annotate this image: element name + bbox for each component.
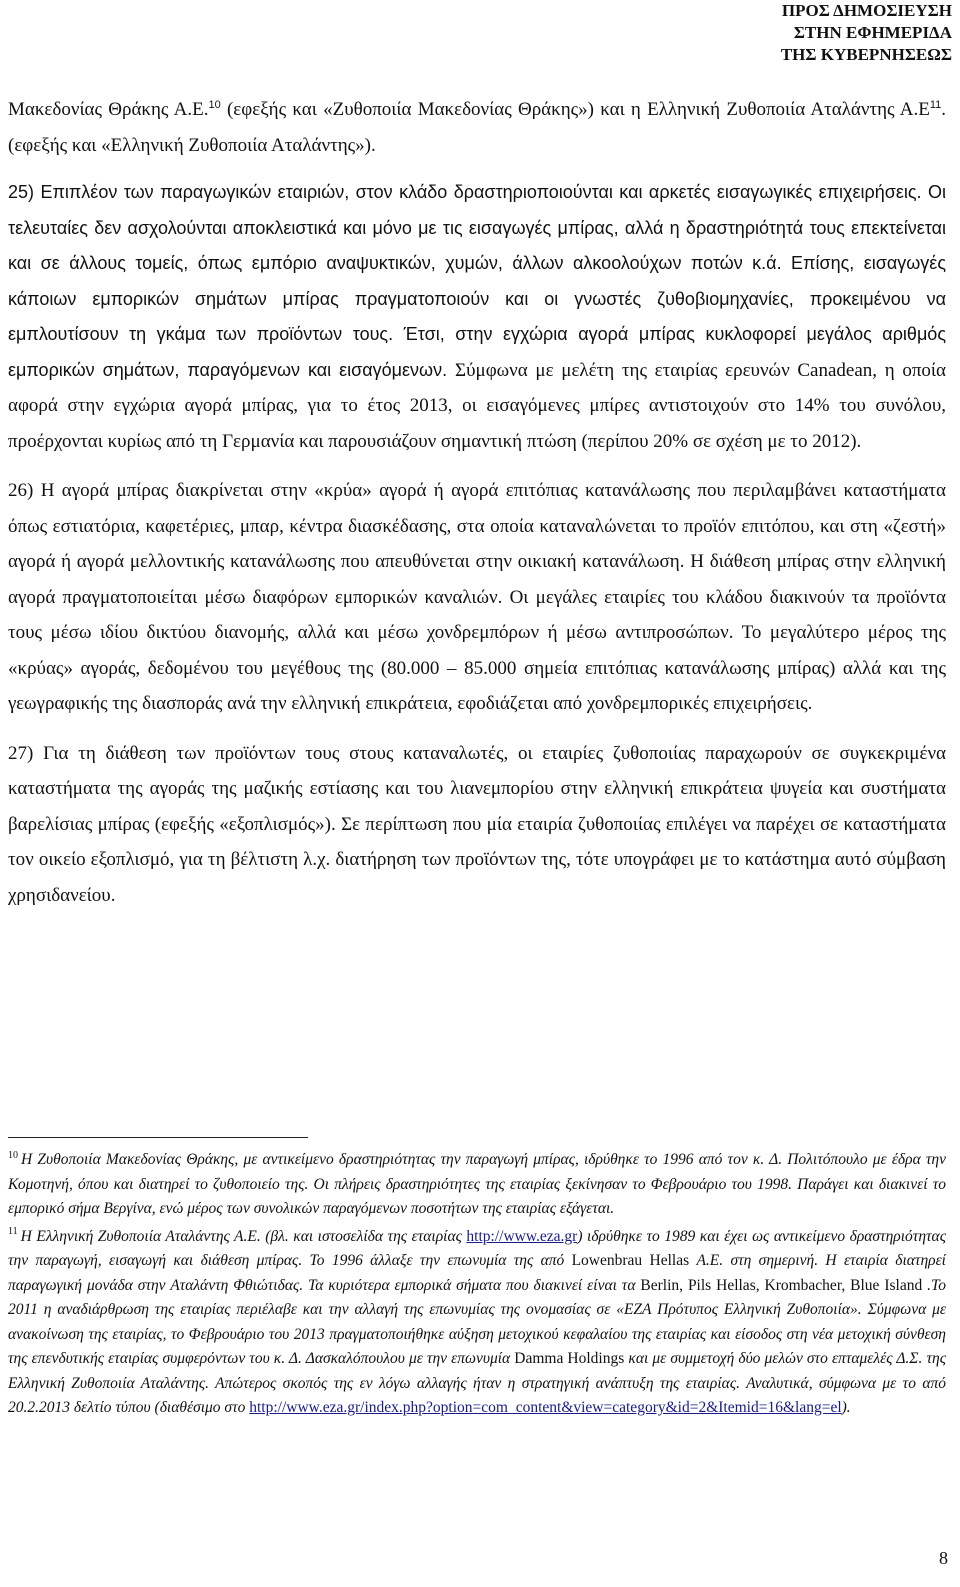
paragraph-25-text-a: 25) Επιπλέον των παραγωγικών εταιριών, στον κλάδο δραστηριοποιούνται και αρκετές εισαγωγικές επιχειρήσεις. Οι τελευταίες δεν ασχολούνται αποκλειστικά και μόνο με τις εισαγωγές μπίρας, αλλά η δραστηριότητά τους επεκτείνεται και σε άλλους τομείς, όπως εμπόριο αναψυκτικών, χυμών, άλλων αλκοολούχων ποτών κ.ά. Επίσης, εισαγωγές κάποιων εμπορικών σημάτων μπίρας πραγματοποιούν και οι γνωστές ζυθοβιομηχανίες, προκειμένου να εμπλουτίσουν τη γκάμα των προϊόντων τους. Έτσι, στην εγχώρια αγορά μπίρας κυκλοφορεί μεγάλος αριθμός εμπορικών σημάτων, παραγόμενων και εισαγόμενων. — [8, 182, 946, 380]
eza-website-link[interactable]: http://www.eza.gr — [466, 1227, 578, 1245]
intro-paragraph — [8, 92, 946, 163]
footnote-11-text-1: Η Ελληνική Ζυθοποιία Αταλάντης Α.Ε. (βλ. και ιστοσελίδα της εταιρίας — [20, 1227, 467, 1245]
header-line-3: ΤΗΣ ΚΥΒΕΡΝΗΣΕΩΣ — [780, 45, 952, 64]
header-line-1: ΠΡΟΣ ΔΗΜΟΣΙΕΥΣΗ — [781, 1, 952, 20]
press-release-link[interactable]: http://www.eza.gr/index.php?option=com_content&view=category&id=2&Itemid=16&lang=el — [249, 1399, 842, 1416]
footnote-separator — [8, 1137, 308, 1138]
footnote-11-number: 11 — [8, 1226, 18, 1238]
footnote-10 — [8, 1148, 946, 1222]
paragraph-25-text-b: Σύμφωνα με μελέτη της εταιρίας ερευνών Canadean, η οποία αφορά στην εγχώρια αγορά μπίρας, για το έτος 2013, οι εισαγόμενες μπίρες αντιστοιχούν στο 14% του συνόλου, προέρχονται κυρίως από τη Γερμανία και παρουσιάζουν σημαντική πτώση (περίπου 20% σε σχέση με το 2012). — [8, 359, 946, 452]
footnote-ref-10[interactable]: 10 — [208, 99, 221, 111]
page-number: 8 — [939, 1548, 948, 1568]
paragraph-25 — [8, 175, 946, 459]
header-line-2: ΣΤΗΝ ΕΦΗΜΕΡΙΔΑ — [793, 23, 952, 42]
footnote-11-text-6: ). — [841, 1399, 851, 1416]
main-text — [8, 92, 946, 925]
footnote-11 — [8, 1225, 946, 1421]
footnote-11-text-4: .Το 2011 η αναδιάρθρωση της εταιρίας περιέλαβε και την αλλαγή της επωνυμίας της ονομασίας σε «ΕΖΑ Πρότυπος Ελληνική Ζυθοποιία». Σύμφωνα με ανακοίνωση της εταιρίας, το Φεβρουάριο του 2013 πραγματοποιήθηκε αύξηση μετοχικού κεφαλαίου της εταιρίας και είσοδος στη νέα μετοχική σύνθεση της επενδυτικής εταιρίας συμφερόντων του κ. Δ. Δασκαλόπουλου με την επωνυμία — [8, 1276, 946, 1367]
lowenbrau-brand: Lowenbrau Hellas — [571, 1252, 690, 1269]
damma-holdings-brand: Damma Holdings — [514, 1350, 625, 1367]
footnote-11-text-2: ) ιδρύθηκε το 1989 και έχει ως αντικείμενο δραστηριότητας την παραγωγή, εισαγωγή και διάθεση μπίρας. Το 1996 άλλαξε την επωνυμία της από — [8, 1227, 946, 1269]
footnote-10-number: 10 — [8, 1149, 18, 1161]
publication-header — [692, 0, 952, 66]
footnote-11-text-5: και με συμμετοχή δύο μελών στο επταμελές Δ.Σ. της Ελληνική Ζυθοποιία Αταλάντης. Απώτερος σκοπός της εν λόγω αλλαγής ήταν η στρατηγική ανάπτυξη της εταιρίας. Αναλυτικά, σύμφωνα με το από 20.2.2013 δελτίο τύπου (διαθέσιμο στο — [8, 1350, 947, 1416]
footnotes — [8, 1148, 946, 1424]
footnote-ref-11[interactable]: 11 — [929, 99, 942, 111]
paragraph-26: 26) Η αγορά μπίρας διακρίνεται στην «κρύα» αγορά ή αγορά επιτόπιας κατανάλωσης που περιλαμβάνει καταστήματα όπως εστιατόρια, καφετέριες, μπαρ, κέντρα διασκέδασης, στα οποία καταναλώνεται το προϊόν επιτόπου, και στη «ζεστή» αγορά ή αγορά μελλοντικής κατανάλωσης που απευθύνεται στην οικιακή κατανάλωση. Η διάθεση μπίρας στην ελληνική αγορά πραγματοποιείται μέσω διαφόρων εμπορικών καναλιών. Οι μεγάλες εταιρίες του κλάδου διακινούν τα προϊόντα τους μέσω ιδίου δικτύου διανομής, αλλά και μέσω χονδρεμπόρων ή μέσω αντιπροσώπων. Το μεγαλύτερο μέρος της «κρύας» αγοράς, δεδομένου του μεγέθους της (80.000 – 85.000 σημεία επιτόπιας κατανάλωσης μπίρας) αλλά και της γεωγραφικής της διασποράς ανά την ελληνική επικράτεια, εφοδιάζεται από χονδρεμπορικές επιχειρήσεις. — [8, 480, 946, 714]
intro-text-a: Μακεδονίας Θράκης Α.Ε. — [8, 99, 209, 120]
footnote-11-text-3: Α.Ε. στη σημερινή. Η εταιρία διατηρεί παραγωγική μονάδα στην Αταλάντη Φθιώτιδας. Τα κυριότερα εμπορικά σήματα που διακινεί είναι τα — [8, 1252, 946, 1294]
footnote-10-text: Η Ζυθοποιία Μακεδονίας Θράκης, με αντικείμενο δραστηριότητας την παραγωγή μπίρας, ιδρύθηκε το 1996 από τον κ. Δ. Πολιτόπουλο με έδρα την Κομοτηνή, όπου και διατηρεί το ζυθοποιείο της. Οι πλήρεις δραστηριότητες της εταιρίας ξεκίνησαν το Φεβρουάριο του 1998. Παράγει και διακινεί το εμπορικό σήμα Βεργίνα, ενώ μέρος των συνολικών παραγόμενων ποσοτήτων της εταιρίας εξάγεται. — [8, 1151, 946, 1217]
brand-list: Berlin, Pils Hellas, Krombacher, Blue Island — [640, 1276, 923, 1294]
intro-text-b: (εφεξής και «Ζυθοποιία Μακεδονίας Θράκης») και η Ελληνική Ζυθοποιία Αταλάντης Α.Ε — [220, 99, 930, 120]
paragraph-27: 27) Για τη διάθεση των προϊόντων τους στους καταναλωτές, οι εταιρίες ζυθοποιίας παραχωρούν σε συγκεκριμένα καταστήματα της αγοράς της μαζικής εστίασης και του λιανεμπορίου στην ελληνική επικράτεια ψυγεία και συστήματα βαρελίσιας μπίρας (εφεξής «εξοπλισμός»). Σε περίπτωση που μία εταιρία ζυθοποιίας επιλέγει να παρέχει σε καταστήματα τον οικείο εξοπλισμό, για τη βέλτιστη λ.χ. διατήρηση των προϊόντων της, τότε υπογράφει με το κατάστημα αυτό σύμβαση χρησιδανείου. — [8, 742, 946, 906]
intro-text-c: . (εφεξής και «Ελληνική Ζυθοποιία Αταλάντης»). — [8, 99, 947, 156]
